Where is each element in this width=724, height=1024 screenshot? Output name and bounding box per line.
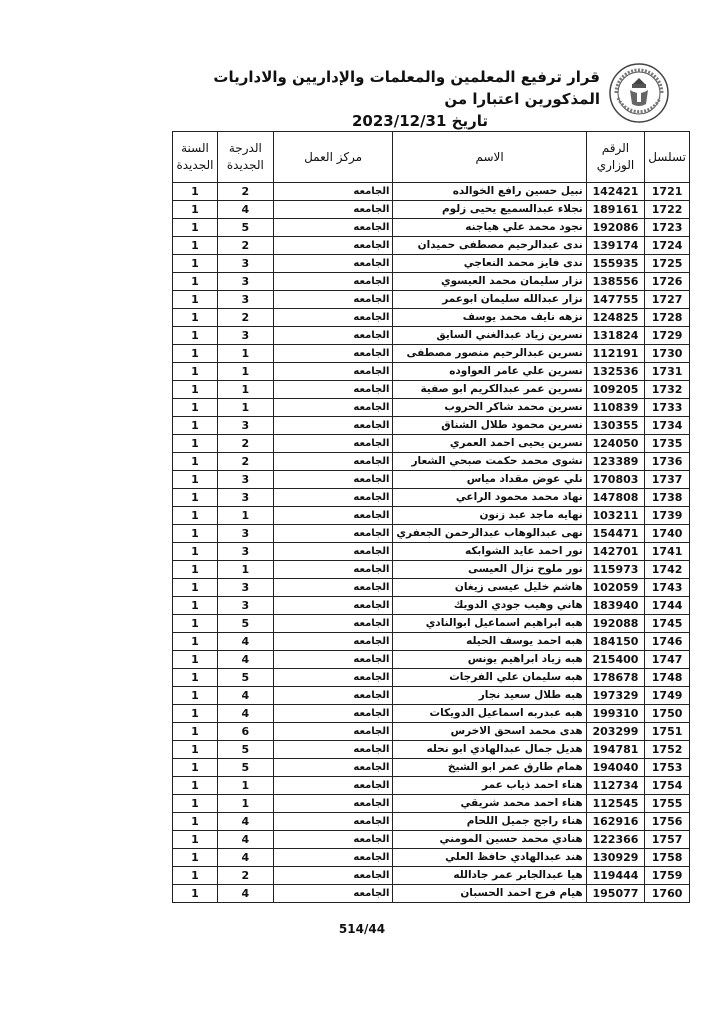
cell-name: نسرين محمد شاكر الحروب [393, 399, 586, 417]
cell-ministry-number: 119444 [586, 867, 644, 885]
table-row [173, 705, 690, 723]
cell-name: نهى عبدالوهاب عبدالرحمن الجعفري [393, 525, 586, 543]
cell-seq: 1727 [645, 291, 690, 309]
cell-seq: 1745 [645, 615, 690, 633]
cell-new-year: 1 [173, 525, 218, 543]
cell-new-grade: 4 [217, 651, 273, 669]
cell-new-grade: 1 [217, 381, 273, 399]
cell-new-grade: 1 [217, 345, 273, 363]
cell-new-year: 1 [173, 345, 218, 363]
table-row [173, 669, 690, 687]
cell-new-year: 1 [173, 471, 218, 489]
page-number: 514/44 [338, 922, 386, 936]
cell-name: نسرين يحيى احمد العمري [393, 435, 586, 453]
cell-new-year: 1 [173, 507, 218, 525]
cell-new-grade: 3 [217, 597, 273, 615]
cell-workplace: الجامعه [273, 597, 393, 615]
cell-seq: 1741 [645, 543, 690, 561]
table-row [173, 417, 690, 435]
cell-ministry-number: 109205 [586, 381, 644, 399]
cell-seq: 1751 [645, 723, 690, 741]
cell-ministry-number: 124050 [586, 435, 644, 453]
cell-ministry-number: 103211 [586, 507, 644, 525]
table-row [173, 597, 690, 615]
cell-workplace: الجامعه [273, 759, 393, 777]
cell-workplace: الجامعه [273, 183, 393, 201]
cell-name: ندى فايز محمد النعاجي [393, 255, 586, 273]
cell-seq: 1746 [645, 633, 690, 651]
cell-ministry-number: 130355 [586, 417, 644, 435]
cell-name: هاشم خليل عيسى زيغان [393, 579, 586, 597]
cell-workplace: الجامعه [273, 381, 393, 399]
cell-workplace: الجامعه [273, 543, 393, 561]
cell-new-grade: 4 [217, 885, 273, 903]
cell-new-grade: 2 [217, 183, 273, 201]
cell-ministry-number: 147755 [586, 291, 644, 309]
cell-name: نشوى محمد حكمت صبحي الشعار [393, 453, 586, 471]
cell-new-grade: 4 [217, 813, 273, 831]
cell-new-grade: 4 [217, 687, 273, 705]
cell-new-grade: 1 [217, 399, 273, 417]
cell-new-year: 1 [173, 705, 218, 723]
cell-workplace: الجامعه [273, 453, 393, 471]
cell-new-grade: 4 [217, 831, 273, 849]
cell-name: نجلاء عبدالسميع يحيى زلوم [393, 201, 586, 219]
cell-name: هبه طلال سعيد نجار [393, 687, 586, 705]
cell-seq: 1734 [645, 417, 690, 435]
cell-new-year: 1 [173, 597, 218, 615]
cell-workplace: الجامعه [273, 669, 393, 687]
cell-ministry-number: 199310 [586, 705, 644, 723]
table-row [173, 381, 690, 399]
cell-name: هنادي محمد حسين المومني [393, 831, 586, 849]
cell-new-year: 1 [173, 633, 218, 651]
cell-seq: 1731 [645, 363, 690, 381]
cell-ministry-number: 194040 [586, 759, 644, 777]
table-row [173, 651, 690, 669]
cell-ministry-number: 110839 [586, 399, 644, 417]
cell-new-grade: 3 [217, 273, 273, 291]
cell-new-grade: 5 [217, 669, 273, 687]
table-row [173, 723, 690, 741]
cell-name: هبه احمد يوسف الحيله [393, 633, 586, 651]
cell-ministry-number: 115973 [586, 561, 644, 579]
cell-workplace: الجامعه [273, 867, 393, 885]
cell-seq: 1754 [645, 777, 690, 795]
cell-name: نسرين علي عامر العواوده [393, 363, 586, 381]
table-row [173, 831, 690, 849]
table-row [173, 183, 690, 201]
cell-workplace: الجامعه [273, 255, 393, 273]
cell-new-year: 1 [173, 489, 218, 507]
cell-workplace: الجامعه [273, 705, 393, 723]
cell-seq: 1748 [645, 669, 690, 687]
table-row [173, 237, 690, 255]
cell-name: هاني وهيب جودي الدويك [393, 597, 586, 615]
table-header-row [173, 132, 690, 183]
column-header-seq: تسلسل [645, 132, 690, 183]
cell-seq: 1732 [645, 381, 690, 399]
cell-seq: 1736 [645, 453, 690, 471]
cell-workplace: الجامعه [273, 417, 393, 435]
cell-seq: 1724 [645, 237, 690, 255]
table-row [173, 867, 690, 885]
cell-workplace: الجامعه [273, 489, 393, 507]
cell-name: ندى عبدالرحيم مصطفى حميدان [393, 237, 586, 255]
cell-new-year: 1 [173, 399, 218, 417]
cell-name: هيا عبدالجابر عمر جادالله [393, 867, 586, 885]
cell-ministry-number: 123389 [586, 453, 644, 471]
cell-name: نزار عبدالله سليمان ابوعمر [393, 291, 586, 309]
cell-new-year: 1 [173, 723, 218, 741]
cell-new-grade: 2 [217, 435, 273, 453]
cell-new-year: 1 [173, 543, 218, 561]
cell-seq: 1738 [645, 489, 690, 507]
table-row [173, 435, 690, 453]
table-row [173, 273, 690, 291]
cell-new-year: 1 [173, 363, 218, 381]
cell-new-year: 1 [173, 561, 218, 579]
cell-name: هبه ابراهيم اسماعيل ابوالنادي [393, 615, 586, 633]
table-row [173, 345, 690, 363]
cell-ministry-number: 131824 [586, 327, 644, 345]
cell-new-grade: 1 [217, 363, 273, 381]
cell-new-year: 1 [173, 237, 218, 255]
cell-new-grade: 3 [217, 579, 273, 597]
cell-new-year: 1 [173, 435, 218, 453]
cell-name: نجود محمد علي هياجنه [393, 219, 586, 237]
cell-name: نهايه ماجد عبد زنون [393, 507, 586, 525]
table-row [173, 579, 690, 597]
cell-name: نسرين زياد عبدالغني السايق [393, 327, 586, 345]
cell-workplace: الجامعه [273, 237, 393, 255]
cell-new-year: 1 [173, 885, 218, 903]
cell-new-year: 1 [173, 687, 218, 705]
cell-seq: 1743 [645, 579, 690, 597]
cell-seq: 1740 [645, 525, 690, 543]
cell-new-grade: 1 [217, 507, 273, 525]
cell-ministry-number: 132536 [586, 363, 644, 381]
cell-new-year: 1 [173, 309, 218, 327]
cell-workplace: الجامعه [273, 687, 393, 705]
table-row [173, 471, 690, 489]
cell-new-grade: 1 [217, 777, 273, 795]
table-row [173, 759, 690, 777]
cell-new-grade: 5 [217, 615, 273, 633]
cell-new-grade: 1 [217, 795, 273, 813]
cell-ministry-number: 142421 [586, 183, 644, 201]
cell-workplace: الجامعه [273, 579, 393, 597]
cell-workplace: الجامعه [273, 345, 393, 363]
cell-ministry-number: 195077 [586, 885, 644, 903]
cell-new-grade: 3 [217, 525, 273, 543]
cell-new-year: 1 [173, 417, 218, 435]
cell-workplace: الجامعه [273, 831, 393, 849]
column-header-new-grade: الدرجة الجديدة [217, 132, 273, 183]
cell-name: هند عبدالهادي حافظ العلي [393, 849, 586, 867]
cell-name: هيام فرج احمد الحسبان [393, 885, 586, 903]
cell-workplace: الجامعه [273, 849, 393, 867]
cell-workplace: الجامعه [273, 471, 393, 489]
cell-new-grade: 4 [217, 705, 273, 723]
cell-workplace: الجامعه [273, 399, 393, 417]
cell-name: همام طارق عمر ابو الشيخ [393, 759, 586, 777]
table-row [173, 813, 690, 831]
table-row [173, 849, 690, 867]
cell-new-grade: 3 [217, 417, 273, 435]
cell-new-year: 1 [173, 327, 218, 345]
cell-workplace: الجامعه [273, 219, 393, 237]
cell-ministry-number: 142701 [586, 543, 644, 561]
cell-ministry-number: 183940 [586, 597, 644, 615]
cell-seq: 1759 [645, 867, 690, 885]
cell-ministry-number: 178678 [586, 669, 644, 687]
table-row [173, 507, 690, 525]
cell-workplace: الجامعه [273, 615, 393, 633]
cell-workplace: الجامعه [273, 651, 393, 669]
cell-seq: 1755 [645, 795, 690, 813]
cell-new-grade: 3 [217, 327, 273, 345]
cell-new-year: 1 [173, 273, 218, 291]
cell-workplace: الجامعه [273, 507, 393, 525]
cell-ministry-number: 215400 [586, 651, 644, 669]
table-row [173, 255, 690, 273]
cell-seq: 1730 [645, 345, 690, 363]
promotion-table [172, 131, 690, 903]
cell-new-grade: 4 [217, 849, 273, 867]
cell-new-year: 1 [173, 615, 218, 633]
cell-seq: 1728 [645, 309, 690, 327]
table-row [173, 885, 690, 903]
table-row [173, 777, 690, 795]
cell-seq: 1749 [645, 687, 690, 705]
cell-name: نسرين عمر عبدالكريم ابو صفية [393, 381, 586, 399]
cell-name: هناء راجح جميل اللحام [393, 813, 586, 831]
table-row [173, 291, 690, 309]
cell-ministry-number: 154471 [586, 525, 644, 543]
cell-new-grade: 3 [217, 255, 273, 273]
table-row [173, 309, 690, 327]
cell-ministry-number: 197329 [586, 687, 644, 705]
cell-new-year: 1 [173, 183, 218, 201]
cell-new-year: 1 [173, 795, 218, 813]
cell-seq: 1729 [645, 327, 690, 345]
cell-ministry-number: 189161 [586, 201, 644, 219]
cell-new-grade: 5 [217, 741, 273, 759]
cell-seq: 1747 [645, 651, 690, 669]
cell-name: نور ملوح نزال العيسى [393, 561, 586, 579]
cell-workplace: الجامعه [273, 633, 393, 651]
cell-name: هديل جمال عبدالهادي ابو نحله [393, 741, 586, 759]
cell-name: نلي عوض مقداد مياس [393, 471, 586, 489]
cell-name: نور احمد عايد الشوابكه [393, 543, 586, 561]
cell-workplace: الجامعه [273, 813, 393, 831]
table-row [173, 741, 690, 759]
cell-name: نزهه نايف محمد يوسف [393, 309, 586, 327]
document-title [170, 66, 600, 132]
cell-workplace: الجامعه [273, 525, 393, 543]
cell-new-year: 1 [173, 381, 218, 399]
cell-name: هناء احمد ذياب عمر [393, 777, 586, 795]
cell-ministry-number: 194781 [586, 741, 644, 759]
table-row [173, 399, 690, 417]
table-row [173, 561, 690, 579]
cell-new-year: 1 [173, 201, 218, 219]
cell-ministry-number: 155935 [586, 255, 644, 273]
cell-new-year: 1 [173, 831, 218, 849]
cell-new-year: 1 [173, 255, 218, 273]
table-row [173, 453, 690, 471]
table-row [173, 363, 690, 381]
cell-seq: 1760 [645, 885, 690, 903]
cell-new-year: 1 [173, 849, 218, 867]
cell-ministry-number: 102059 [586, 579, 644, 597]
cell-new-year: 1 [173, 813, 218, 831]
cell-seq: 1753 [645, 759, 690, 777]
cell-new-grade: 1 [217, 561, 273, 579]
column-header-workplace: مركز العمل [273, 132, 393, 183]
column-header-new-year: السنة الجديدة [173, 132, 218, 183]
cell-new-grade: 3 [217, 543, 273, 561]
cell-ministry-number: 162916 [586, 813, 644, 831]
cell-seq: 1756 [645, 813, 690, 831]
cell-new-year: 1 [173, 669, 218, 687]
cell-new-year: 1 [173, 651, 218, 669]
title-line-2: تاريخ 2023/12/31 [351, 112, 488, 130]
cell-new-grade: 3 [217, 489, 273, 507]
cell-workplace: الجامعه [273, 561, 393, 579]
cell-new-grade: 4 [217, 201, 273, 219]
cell-new-year: 1 [173, 759, 218, 777]
cell-new-grade: 3 [217, 291, 273, 309]
cell-seq: 1744 [645, 597, 690, 615]
cell-workplace: الجامعه [273, 273, 393, 291]
cell-workplace: الجامعه [273, 795, 393, 813]
cell-name: نبيل حسين رافع الخوالده [393, 183, 586, 201]
cell-new-year: 1 [173, 291, 218, 309]
cell-ministry-number: 139174 [586, 237, 644, 255]
cell-seq: 1737 [645, 471, 690, 489]
cell-workplace: الجامعه [273, 885, 393, 903]
cell-seq: 1758 [645, 849, 690, 867]
table-row [173, 543, 690, 561]
cell-seq: 1735 [645, 435, 690, 453]
table-body [173, 183, 690, 903]
cell-new-year: 1 [173, 579, 218, 597]
cell-seq: 1750 [645, 705, 690, 723]
cell-name: هبه سليمان علي الفرجات [393, 669, 586, 687]
cell-seq: 1752 [645, 741, 690, 759]
table-row [173, 219, 690, 237]
cell-new-grade: 6 [217, 723, 273, 741]
cell-seq: 1742 [645, 561, 690, 579]
cell-seq: 1725 [645, 255, 690, 273]
cell-workplace: الجامعه [273, 363, 393, 381]
cell-new-year: 1 [173, 777, 218, 795]
cell-new-grade: 2 [217, 309, 273, 327]
cell-ministry-number: 124825 [586, 309, 644, 327]
cell-ministry-number: 122366 [586, 831, 644, 849]
table-row [173, 687, 690, 705]
cell-seq: 1733 [645, 399, 690, 417]
cell-ministry-number: 203299 [586, 723, 644, 741]
cell-seq: 1757 [645, 831, 690, 849]
cell-new-grade: 2 [217, 453, 273, 471]
cell-ministry-number: 112191 [586, 345, 644, 363]
table-row [173, 795, 690, 813]
cell-new-grade: 5 [217, 759, 273, 777]
cell-workplace: الجامعه [273, 309, 393, 327]
cell-ministry-number: 192086 [586, 219, 644, 237]
cell-ministry-number: 112545 [586, 795, 644, 813]
cell-name: هبه عبدربه اسماعيل الدويكات [393, 705, 586, 723]
cell-workplace: الجامعه [273, 723, 393, 741]
cell-workplace: الجامعه [273, 741, 393, 759]
cell-name: هناء احمد محمد شريقي [393, 795, 586, 813]
cell-new-year: 1 [173, 867, 218, 885]
cell-ministry-number: 184150 [586, 633, 644, 651]
cell-new-grade: 5 [217, 219, 273, 237]
table-row [173, 633, 690, 651]
cell-name: نزار سليمان محمد العيسوي [393, 273, 586, 291]
cell-new-grade: 2 [217, 867, 273, 885]
cell-new-year: 1 [173, 219, 218, 237]
cell-new-grade: 2 [217, 237, 273, 255]
cell-new-grade: 4 [217, 633, 273, 651]
cell-seq: 1723 [645, 219, 690, 237]
cell-seq: 1739 [645, 507, 690, 525]
cell-workplace: الجامعه [273, 201, 393, 219]
cell-workplace: الجامعه [273, 777, 393, 795]
cell-name: نهاد محمد محمود الراعي [393, 489, 586, 507]
column-header-name: الاسم [393, 132, 586, 183]
title-line-1: قرار ترفيع المعلمين والمعلمات والإداريين والاداريات المذكورين اعتبارا من [213, 68, 600, 108]
column-header-ministry-number: الرقم الوزاري [586, 132, 644, 183]
cell-name: نسرين عبدالرحيم منصور مصطفى [393, 345, 586, 363]
cell-name: نسرين محمود طلال الشناق [393, 417, 586, 435]
cell-ministry-number: 170803 [586, 471, 644, 489]
cell-workplace: الجامعه [273, 435, 393, 453]
cell-new-year: 1 [173, 453, 218, 471]
cell-ministry-number: 138556 [586, 273, 644, 291]
cell-workplace: الجامعه [273, 327, 393, 345]
cell-name: هبه زياد ابراهيم يونس [393, 651, 586, 669]
table-row [173, 525, 690, 543]
table-row [173, 327, 690, 345]
cell-seq: 1721 [645, 183, 690, 201]
cell-workplace: الجامعه [273, 291, 393, 309]
cell-seq: 1726 [645, 273, 690, 291]
table-row [173, 615, 690, 633]
cell-new-grade: 3 [217, 471, 273, 489]
cell-name: هدى محمد اسحق الاخرس [393, 723, 586, 741]
cell-ministry-number: 147808 [586, 489, 644, 507]
table-row [173, 201, 690, 219]
cell-ministry-number: 130929 [586, 849, 644, 867]
cell-ministry-number: 112734 [586, 777, 644, 795]
table-row [173, 489, 690, 507]
cell-new-year: 1 [173, 741, 218, 759]
ministry-seal-icon [608, 62, 670, 124]
cell-ministry-number: 192088 [586, 615, 644, 633]
cell-seq: 1722 [645, 201, 690, 219]
